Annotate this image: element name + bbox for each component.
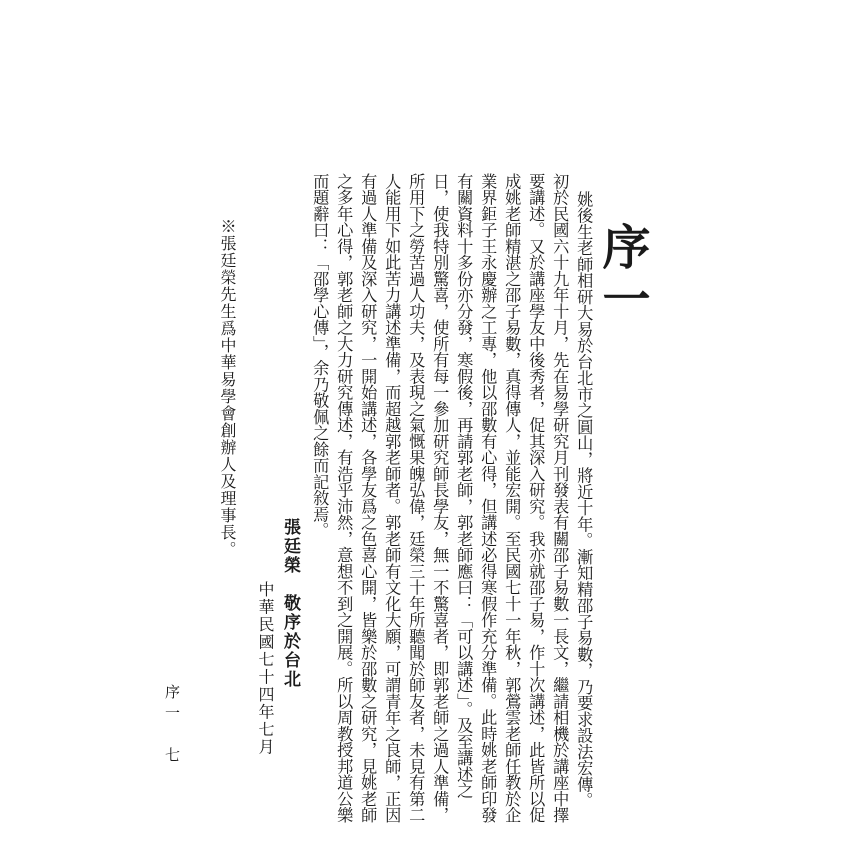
body-line-5: 業界鉅子王永慶辦之工專，他以邵數有心得，但講述必得寒假作充分準備。此時姚老師印發 <box>478 173 498 823</box>
body-line-11: 之多年心得，郭老師之大力研究傳述，有浩乎沛然，意想不到之開展。所以周教授邦道公樂 <box>334 173 354 823</box>
body-line-12: 而題辭曰：「邵學心傳」，余乃敬佩之餘而記敘焉。 <box>310 173 330 539</box>
body-line-6: 有關資料十多份亦分發，寒假後，再請郭老師，郭老師應曰：「可以講述」。及至講述之 <box>454 173 474 799</box>
page-number: 序一 七 <box>163 684 181 768</box>
body-line-1: 姚後生老師相研大易於台北市之圓山，將近十年。漸知精邵子易數，乃要求設法宏傳。 <box>574 191 594 809</box>
body-line-4: 成姚老師精湛之邵子易數，真得傳人，並能宏開。至民國七十一年秋，郭鶯雲老師任教於企 <box>502 173 522 823</box>
body-line-9: 人能用下如此苦力講述準備，而超越郭老師者。郭老師有文化大願，可謂青年之良師，正因 <box>382 173 402 823</box>
body-line-10: 有過人準備及深入研究，一開始講述，各學友爲之色喜心開，皆樂於邵數之研究，見姚老師 <box>358 173 378 823</box>
body-line-2: 初於民國六十九年十月，先在易學研究月刊發表有關邵子易數一長文，繼請相機於講座中擇 <box>550 173 570 823</box>
signature: 張廷榮 敬序於台北 <box>280 518 300 689</box>
body-line-8: 所用下之勞苦過人功夫，及表現之氣慨果魄弘偉，廷榮三十年所聽聞於師友者，未見有第二 <box>406 173 426 823</box>
body-line-3: 要講述。又於講座學友中後秀者，促其深入研究。我亦就邵子易，作十次講述，此皆所以促 <box>526 173 546 823</box>
date-line: 中華民國七十四年七月 <box>256 581 275 756</box>
author-note: ※張廷榮先生爲中華易學會創辦人及理事長。 <box>218 218 237 558</box>
body-line-7: 日，使我特別驚喜，使所有每一參加研究師長學友，無一不驚喜者，即郭老師之過人準備， <box>430 173 450 823</box>
page-title: 序一 <box>594 222 650 326</box>
